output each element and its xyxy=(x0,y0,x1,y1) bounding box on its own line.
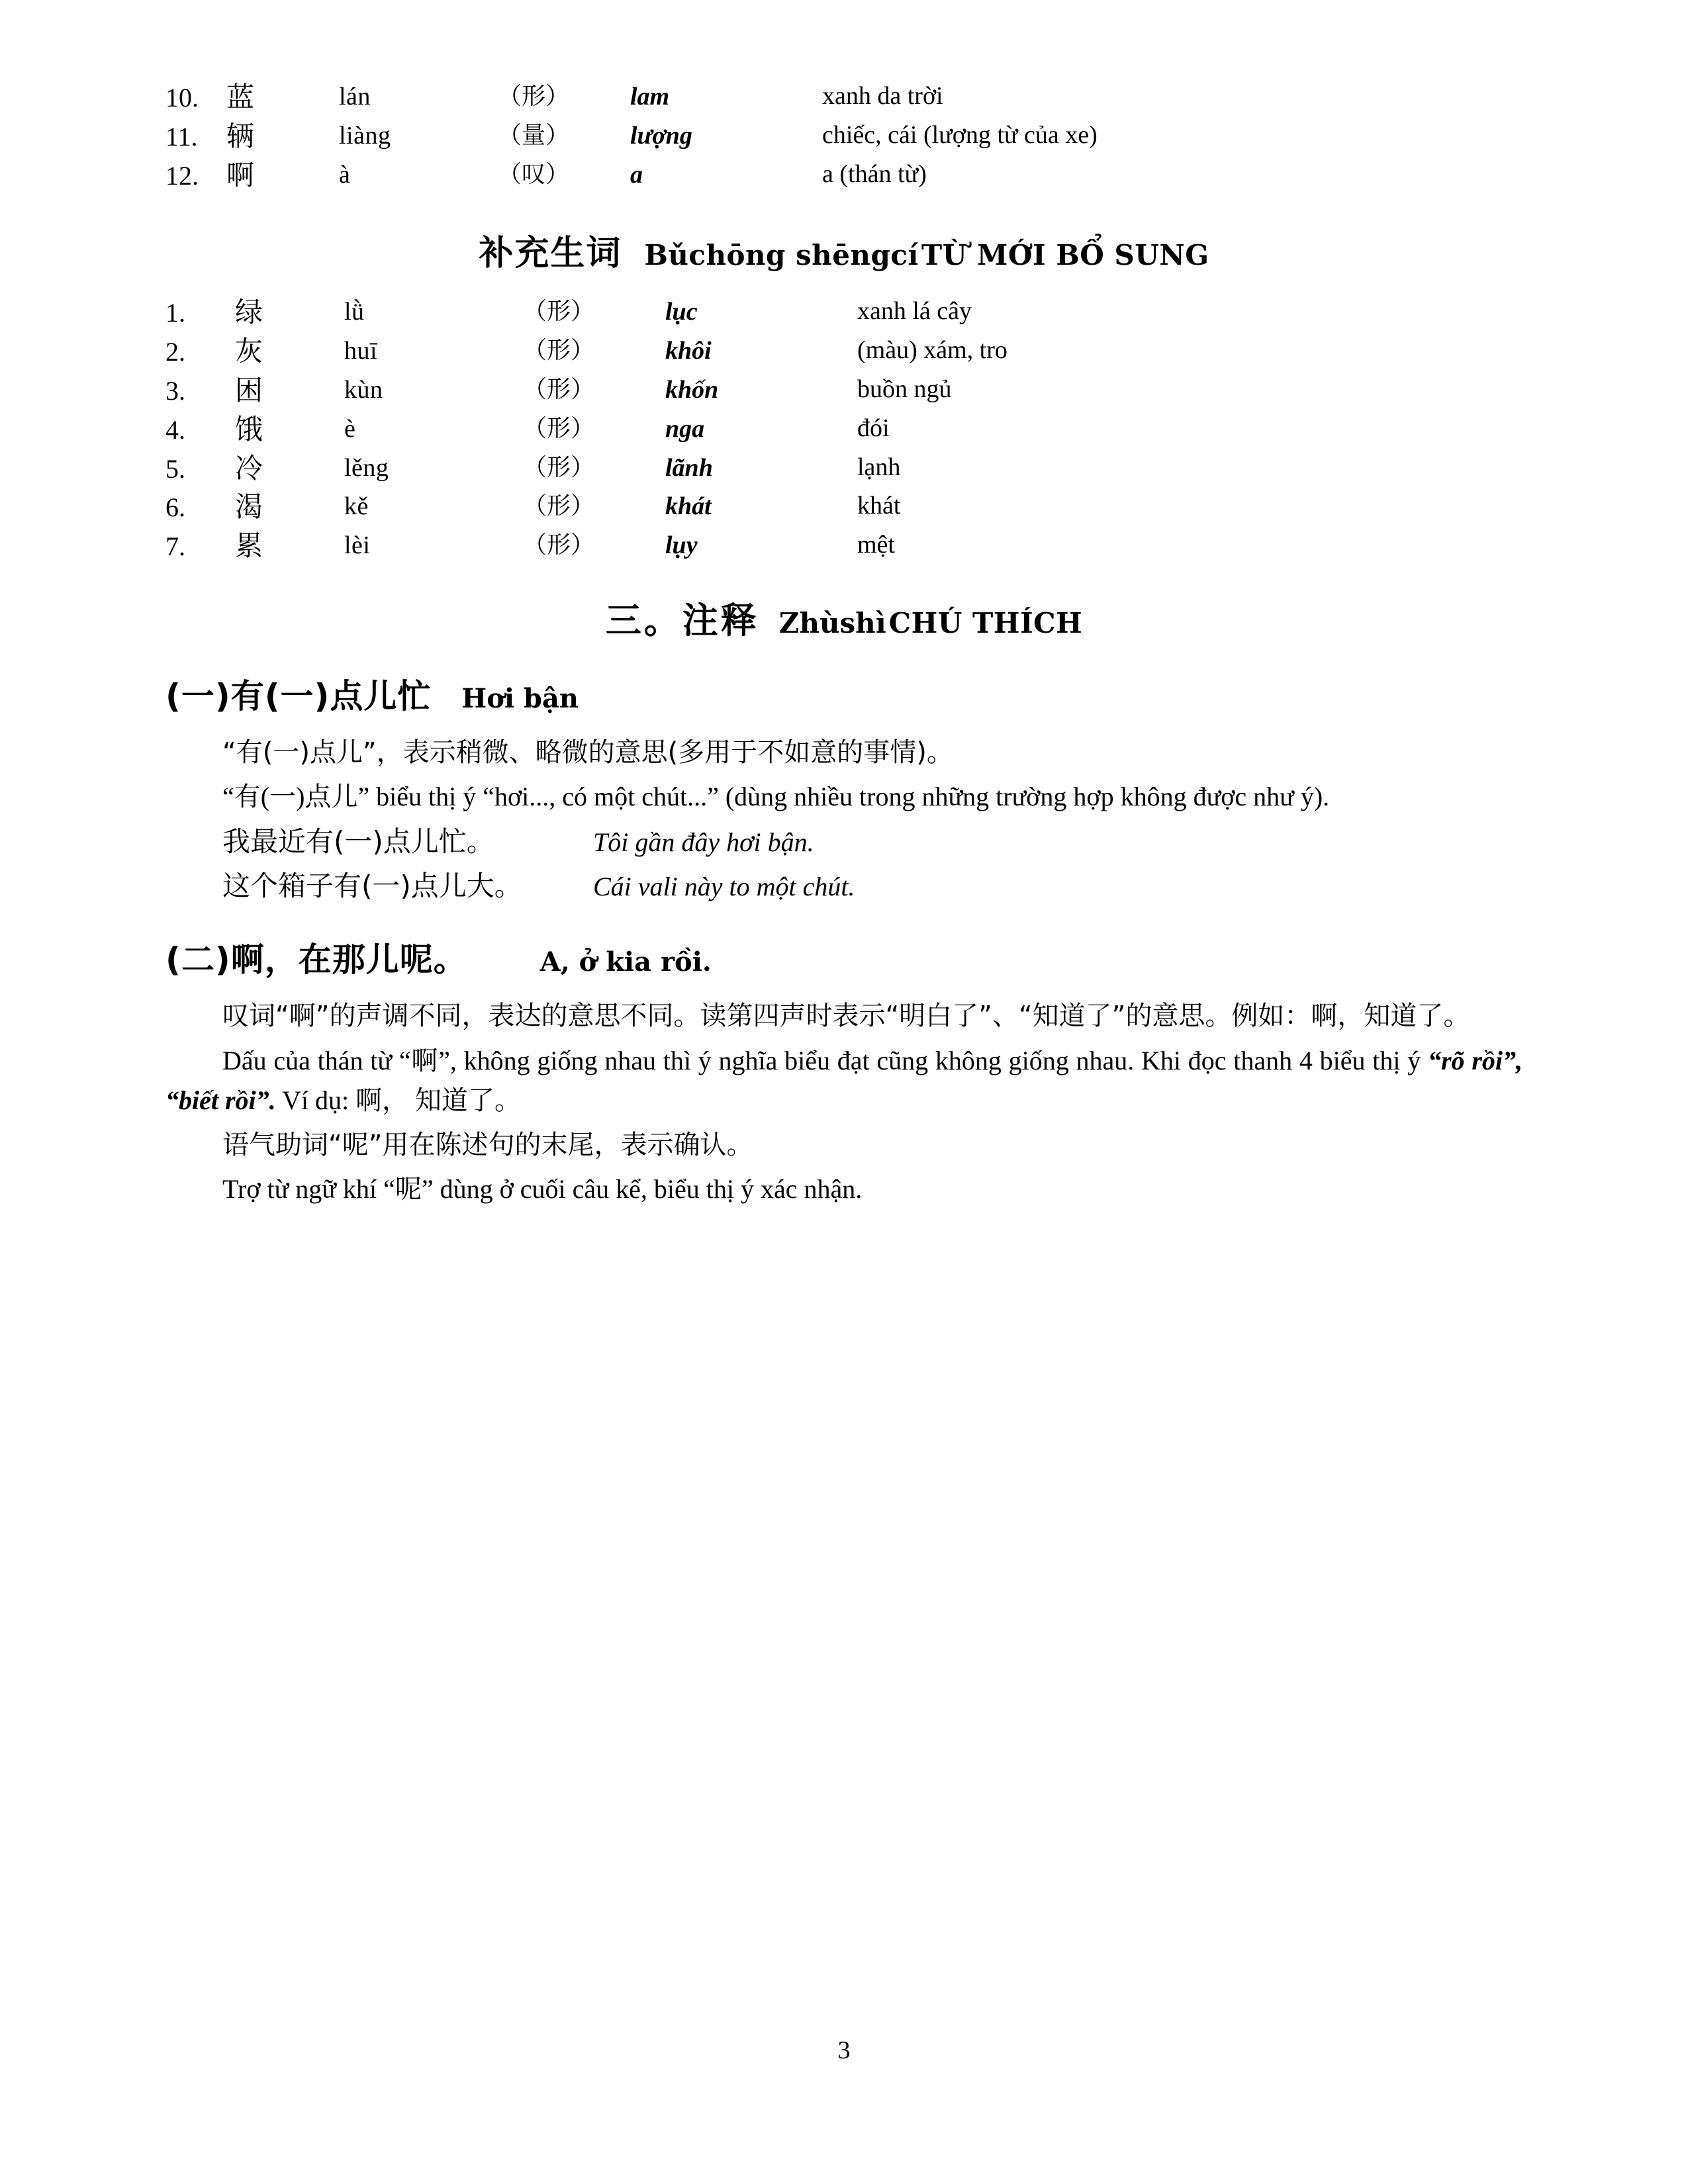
heading-pinyin: Bǔchōng shēngcí xyxy=(644,239,919,272)
vocab-pinyin: kùn xyxy=(344,375,383,404)
vocab-sinoviet: a xyxy=(630,160,643,189)
section-heading-notes xyxy=(165,592,1523,643)
vocab-hanzi: 饿 xyxy=(235,412,263,445)
note-two-vietnamese-explanation xyxy=(165,1041,1523,1120)
example-vietnamese: Cái vali này to một chút. xyxy=(593,872,855,902)
vocab-hanzi: 渴 xyxy=(235,490,263,523)
note-two-vn-part-a: Dấu của thán từ “啊”, không giống nhau thì ý nghĩa biểu đạt cũng không giống nhau. Khi đọc thanh 4 biểu thị ý xyxy=(222,1045,1428,1075)
vocab-category: （叹） xyxy=(498,160,570,188)
note-two-heading xyxy=(165,933,1523,981)
vocab-meaning: mệt xyxy=(857,531,895,559)
vocab-category: （形） xyxy=(498,83,570,110)
vocab-meaning: a (thán từ) xyxy=(822,159,927,188)
vocab-meaning: buồn ngủ xyxy=(857,375,952,403)
vocab-category: （形） xyxy=(523,453,595,481)
vocab-hanzi: 绿 xyxy=(235,296,263,329)
vocab-row xyxy=(165,295,1523,332)
note-two-title-vietnamese: A, ở kia rồi. xyxy=(539,946,712,978)
section-heading-pinyin: Zhùshì xyxy=(778,606,886,639)
vocab-category: （形） xyxy=(523,531,595,559)
vocab-sinoviet: khát xyxy=(665,492,712,521)
vocab-sinoviet: khốn xyxy=(665,375,719,404)
vocab-row xyxy=(165,334,1523,371)
vocab-sinoviet: lam xyxy=(630,83,670,111)
vocab-number: 7. xyxy=(165,531,185,562)
note-one-title-vietnamese: Hơi bận xyxy=(461,682,579,714)
note-two-chinese-explanation-2: 语气助词“呢”用在陈述句的末尾，表示确认。 xyxy=(222,1129,753,1160)
vocab-meaning: khát xyxy=(857,492,901,520)
vocab-number: 12. xyxy=(165,160,199,191)
vocab-category: （形） xyxy=(523,414,595,442)
vocab-hanzi: 累 xyxy=(235,529,263,563)
vocab-pinyin: lǜ xyxy=(344,298,365,326)
vocab-meaning: lạnh xyxy=(857,453,901,481)
vocab-number: 10. xyxy=(165,83,199,113)
section-heading-vietnamese: CHÚ THÍCH xyxy=(888,606,1083,639)
note-two-vn-part-c: Ví dụ: 啊， 知道了。 xyxy=(275,1085,522,1115)
page-number: 3 xyxy=(837,2036,851,2064)
vocab-category: （形） xyxy=(523,337,595,365)
vocab-row xyxy=(165,489,1523,527)
vocab-sinoviet: khôi xyxy=(665,337,712,365)
vocab-pinyin: liàng xyxy=(339,121,391,150)
vocab-meaning: đói xyxy=(857,414,890,442)
vocab-meaning: (màu) xám, tro xyxy=(857,336,1008,365)
supplementary-vocabulary-list xyxy=(165,295,1523,566)
vocab-number: 6. xyxy=(165,492,185,523)
vocab-number: 4. xyxy=(165,414,185,445)
vocab-meaning: xanh da trời xyxy=(822,82,943,110)
example-chinese: 我最近有(一)点儿忙。 xyxy=(222,825,494,858)
vocab-number: 3. xyxy=(165,375,185,406)
vocab-category: （形） xyxy=(523,375,595,403)
vocab-meaning: xanh lá cây xyxy=(857,297,972,326)
vocab-row xyxy=(165,118,1523,156)
vocab-pinyin: huī xyxy=(344,337,378,365)
vocab-number: 11. xyxy=(165,121,198,152)
note-two-vietnamese-explanation-2: Trợ từ ngữ khí “呢” dùng ở cuối câu kể, biểu thị ý xác nhận. xyxy=(222,1174,863,1205)
heading-vietnamese: TỪ MỚI BỔ SUNG xyxy=(921,239,1209,272)
vocab-pinyin: è xyxy=(344,414,356,443)
example-chinese: 这个箱子有(一)点儿大。 xyxy=(222,870,522,903)
note-two-chinese-explanation: 叹词“啊”的声调不同，表达的意思不同。读第四声时表示“明白了”、“知道了”的意思。例如：啊，知道了。 xyxy=(222,1001,1470,1032)
note-two-vn-quoted: “rõ rồi”, “biết rồi”. xyxy=(165,1045,1523,1115)
vocab-hanzi: 灰 xyxy=(235,335,263,368)
vocab-hanzi: 辆 xyxy=(226,119,255,152)
vocab-pinyin: à xyxy=(339,160,351,189)
vocab-number: 2. xyxy=(165,337,185,367)
vocab-sinoviet: lượng xyxy=(630,121,692,150)
vocab-pinyin: lèi xyxy=(344,531,371,560)
vocab-number: 5. xyxy=(165,453,185,484)
vocab-row xyxy=(165,158,1523,195)
heading-chinese: 补充生词 xyxy=(479,234,622,274)
vocab-row xyxy=(165,451,1523,488)
vocab-hanzi: 冷 xyxy=(235,451,263,484)
vocab-sinoviet: lục xyxy=(665,298,698,326)
note-one-example xyxy=(165,865,1523,907)
vocab-row xyxy=(165,528,1523,566)
vocab-category: （形） xyxy=(523,492,595,520)
vocab-row xyxy=(165,373,1523,410)
vocab-category: （量） xyxy=(498,121,570,149)
vocab-pinyin: kě xyxy=(344,492,369,521)
note-one-heading xyxy=(165,670,1523,717)
vocab-pinyin: lěng xyxy=(344,453,389,482)
vocab-hanzi: 啊 xyxy=(226,158,255,191)
vocab-row xyxy=(165,412,1523,449)
vocab-sinoviet: nga xyxy=(665,414,705,443)
supplementary-vocabulary-heading xyxy=(165,225,1523,275)
example-vietnamese: Tôi gần đây hơi bận. xyxy=(593,827,814,858)
vocabulary-list-continued xyxy=(165,79,1523,195)
note-one-title-chinese: (一)有(一)点儿忙 xyxy=(165,676,432,715)
vocab-number: 1. xyxy=(165,298,185,328)
note-one-vietnamese-explanation: “有(一)点儿” biểu thị ý “hơi..., có một chút...” (dùng nhiều trong những trường hợp không được như ý). xyxy=(222,782,1330,812)
vocab-meaning: chiếc, cái (lượng từ của xe) xyxy=(822,120,1098,149)
vocab-hanzi: 困 xyxy=(235,373,263,406)
vocab-sinoviet: lãnh xyxy=(665,453,713,482)
vocab-category: （形） xyxy=(523,298,595,326)
vocab-sinoviet: lụy xyxy=(665,531,698,560)
vocab-pinyin: lán xyxy=(339,83,371,111)
note-one-example xyxy=(165,821,1523,862)
note-two-title-chinese: (二)啊，在那儿呢。 xyxy=(165,940,467,979)
note-one-chinese-explanation: “有(一)点儿”，表示稍微、略微的意思(多用于不如意的事情)。 xyxy=(222,737,953,768)
section-heading-chinese: 三。注释 xyxy=(605,599,759,641)
vocab-row xyxy=(165,79,1523,117)
vocab-hanzi: 蓝 xyxy=(226,81,255,113)
